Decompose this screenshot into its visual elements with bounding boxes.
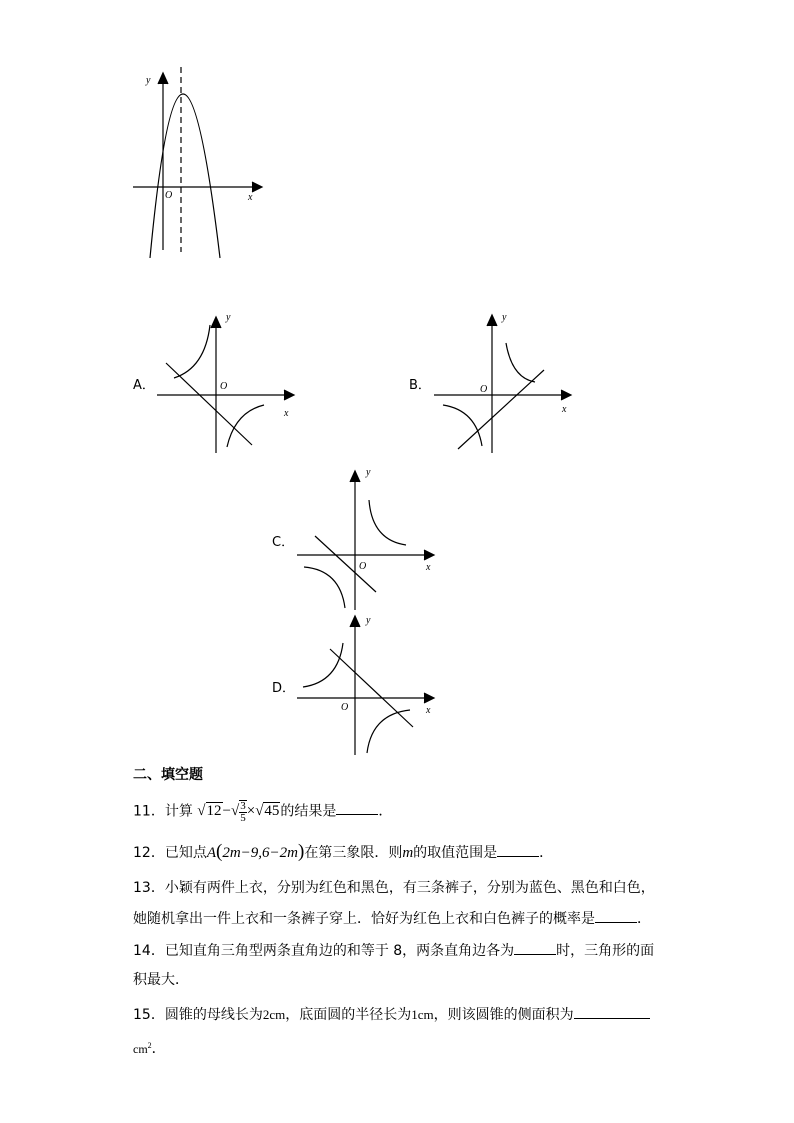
q11-minus: − [222,803,231,820]
q15-unit: $cm^2$ [133,1041,152,1056]
question-12: 12．已知点A(2m−9,6−2m)在第三象限．则m的取值范围是 ． [133,841,554,862]
origin-label: O [480,384,488,395]
y-axis-label: y [226,312,231,323]
question-15-line-1 [133,1004,650,1025]
q12-post: 的取值范围是 [413,845,498,861]
q15-post: ，则该圆锥的侧面积为 [433,1007,574,1023]
q12-coords: 2m−9,6−2m [222,845,298,861]
y-axis-arrow [350,616,360,627]
q15-pre: 15．圆锥的母线长为 [133,1007,263,1023]
question-14-line-2: 积最大． [133,972,189,988]
question-14-line-1 [133,940,654,961]
hyperbola-branch-upper-left [303,643,343,687]
q11-end: ． [378,803,393,820]
q12-var: m [402,845,414,861]
origin-label: O [220,381,228,392]
q14-post: 时，三角形的面 [556,943,655,959]
q11-radicand-1: 12 [206,803,222,820]
q15-mid: ，底面圆的半径长为 [285,1007,412,1023]
x-axis-label: x [284,408,289,419]
linear-function-line [330,649,413,727]
x-axis-label: x [248,192,253,203]
q11-frac-num: 3 [240,800,246,812]
q15-radius: 1cm [411,1007,434,1022]
q14-pre: 14．已知直角三角型两条直角边的和等于 8，两条直角边各为 [133,943,515,959]
x-axis-label: x [562,404,567,415]
question-13-line-1: 13．小颖有两件上衣，分别为红色和黑色，有三条裤子，分别为蓝色、黑色和白色， [133,880,655,896]
q13-answer-blank[interactable] [595,908,637,923]
q11-pre: 计算 [164,803,193,820]
q12-mid: 在第三象限．则 [304,845,403,861]
q12-number: 12． [133,845,165,861]
section-title: 二、填空题 [133,767,203,783]
option-a-label[interactable]: A． [133,378,155,393]
y-axis-label: y [366,467,371,478]
x-axis-arrow [424,693,434,703]
q11-radicand-2: 45 [264,803,280,820]
q11-post: 的结果是 [280,803,337,820]
x-axis-label: x [426,562,431,573]
y-axis-label: y [146,75,151,86]
q15-answer-blank[interactable] [574,1004,650,1019]
origin-label: O [341,702,349,713]
q12-answer-blank[interactable] [497,842,539,857]
option-d-label[interactable]: D． [272,681,296,696]
x-axis-label: x [426,705,431,716]
q11-frac-den: 5 [240,812,246,824]
y-axis-label: y [366,615,371,626]
q13-line-2-text: 她随机拿出一件上衣和一条裤子穿上．恰好为红色上衣和白色裤子的概率是 [133,911,595,927]
q11-fraction [239,800,247,824]
q11-times: × [246,803,256,820]
q11-answer-blank[interactable] [336,800,378,815]
q15-unit-exponent: 2 [147,1041,152,1050]
q12-pre: 已知点 [164,845,207,861]
question-13-line-2 [133,908,651,929]
question-15-line-2 [133,1036,166,1059]
q15-length: 2cm [262,1007,286,1022]
origin-label: O [359,561,367,572]
q11-expression: √12−√ $\frac{3}{5}$ ×√45 [197,800,280,824]
q13-end: ． [637,911,651,927]
question-11 [133,800,392,824]
q12-end: ． [539,845,554,861]
q11-number: 11． [133,803,165,820]
option-b-label[interactable]: B． [409,378,431,393]
y-axis-label: y [502,312,507,323]
q14-answer-blank[interactable] [514,940,556,955]
origin-label: O [165,190,173,201]
q12-point: A [206,845,216,861]
option-c-label[interactable]: C． [272,535,295,550]
hyperbola-branch-lower-right [367,710,410,753]
q15-end: ． [151,1041,166,1057]
